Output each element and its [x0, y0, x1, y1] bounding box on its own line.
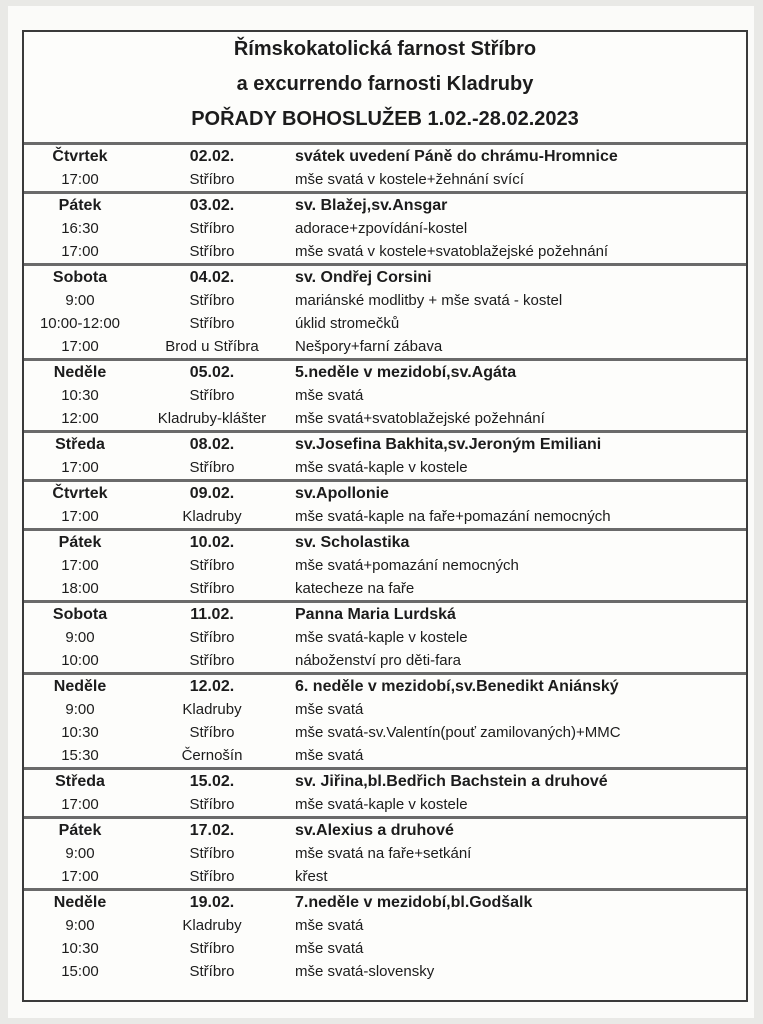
- day-date: 10.02.: [189, 534, 235, 551]
- service-place: Stříbro: [189, 459, 235, 476]
- service-time: 17:00: [61, 171, 99, 188]
- service-description: mše svatá-slovensky: [295, 963, 435, 980]
- service-description: mariánské modlitby + mše svatá - kostel: [295, 292, 563, 309]
- service-time: 16:30: [61, 220, 99, 237]
- service-description: mše svatá v kostele+žehnání svící: [295, 171, 524, 188]
- day-block: [24, 142, 746, 191]
- service-description: mše svatá-kaple v kostele: [295, 459, 468, 476]
- day-feast: sv. Blažej,sv.Ansgar: [295, 197, 448, 214]
- service-time: 15:00: [61, 963, 99, 980]
- service-time: 10:30: [61, 387, 99, 404]
- service-description: mše svatá v kostele+svatoblažejské požehnání: [295, 243, 609, 260]
- day-name: Čtvrtek: [52, 148, 108, 165]
- day-date: 08.02.: [189, 436, 235, 453]
- service-place: Stříbro: [189, 845, 235, 862]
- service-place: Stříbro: [189, 580, 235, 597]
- day-date: 19.02.: [189, 894, 235, 911]
- day-feast: 6. neděle v mezidobí,sv.Benedikt Aniánský: [295, 678, 619, 695]
- service-description: mše svatá-sv.Valentín(pouť zamilovaných)+MMC: [295, 724, 621, 741]
- service-row: [24, 744, 746, 767]
- day-heading-row: [24, 194, 746, 217]
- day-feast: sv.Alexius a druhové: [295, 822, 454, 839]
- service-time: 9:00: [65, 629, 95, 646]
- day-heading-row: [24, 675, 746, 698]
- service-time: 10:30: [61, 724, 99, 741]
- day-name: Sobota: [52, 269, 108, 286]
- service-description: úklid stromečků: [295, 315, 400, 332]
- day-name: Neděle: [53, 364, 107, 381]
- day-heading-row: [24, 145, 746, 168]
- day-block: [24, 816, 746, 888]
- service-description: mše svatá: [295, 747, 364, 764]
- day-heading-row: [24, 531, 746, 554]
- day-block: [24, 528, 746, 600]
- service-time: 9:00: [65, 917, 95, 934]
- day-block: [24, 672, 746, 767]
- service-time: 17:00: [61, 796, 99, 813]
- day-feast: sv. Ondřej Corsini: [295, 269, 432, 286]
- day-name: Pátek: [58, 534, 102, 551]
- day-feast: 7.neděle v mezidobí,bl.Godšalk: [295, 894, 533, 911]
- day-heading-row: [24, 433, 746, 456]
- day-block: [24, 479, 746, 528]
- day-feast: 5.neděle v mezidobí,sv.Agáta: [295, 364, 517, 381]
- day-name: Neděle: [53, 678, 107, 695]
- day-heading-row: [24, 770, 746, 793]
- service-place: Kladruby-klášter: [157, 410, 267, 427]
- service-row: [24, 865, 746, 888]
- day-date: 11.02.: [190, 606, 234, 623]
- service-row: [24, 384, 746, 407]
- service-place: Černošín: [181, 747, 243, 764]
- day-name: Středa: [55, 436, 105, 453]
- day-date: 17.02.: [189, 822, 235, 839]
- service-row: [24, 914, 746, 937]
- service-place: Stříbro: [189, 387, 235, 404]
- service-row: [24, 937, 746, 960]
- service-description: mše svatá+svatoblažejské požehnání: [295, 410, 545, 427]
- service-place: Stříbro: [189, 629, 235, 646]
- service-row: [24, 240, 746, 263]
- service-time: 17:00: [61, 868, 99, 885]
- day-heading-row: [24, 603, 746, 626]
- service-place: Stříbro: [189, 557, 235, 574]
- day-date: 12.02.: [189, 678, 235, 695]
- service-place: Stříbro: [189, 243, 235, 260]
- service-description: mše svatá: [295, 701, 364, 718]
- day-feast: sv. Scholastika: [295, 534, 410, 551]
- service-time: 10:00: [61, 652, 99, 669]
- service-place: Stříbro: [189, 868, 235, 885]
- day-name: Sobota: [52, 606, 108, 623]
- day-name: Neděle: [53, 894, 107, 911]
- service-description: mše svatá: [295, 917, 364, 934]
- day-block: [24, 430, 746, 479]
- day-date: 15.02.: [189, 773, 235, 790]
- day-heading-row: [24, 266, 746, 289]
- service-place: Kladruby: [182, 701, 242, 718]
- service-description: mše svatá: [295, 940, 364, 957]
- service-description: mše svatá-kaple v kostele: [295, 796, 468, 813]
- day-name: Čtvrtek: [52, 485, 108, 502]
- service-row: [24, 577, 746, 600]
- service-place: Kladruby: [182, 508, 242, 525]
- service-row: [24, 407, 746, 430]
- service-time: 18:00: [61, 580, 99, 597]
- day-date: 09.02.: [189, 485, 235, 502]
- service-description: mše svatá-kaple v kostele: [295, 629, 468, 646]
- day-feast: sv. Jiřina,bl.Bedřich Bachstein a druhové: [295, 773, 608, 790]
- service-time: 17:00: [61, 338, 99, 355]
- service-row: [24, 793, 746, 816]
- service-row: [24, 505, 746, 528]
- service-description: mše svatá+pomazání nemocných: [295, 557, 519, 574]
- service-row: [24, 698, 746, 721]
- service-row: [24, 335, 746, 358]
- service-row: [24, 626, 746, 649]
- service-time: 9:00: [65, 292, 95, 309]
- service-time: 10:00-12:00: [39, 315, 121, 332]
- service-place: Kladruby: [182, 917, 242, 934]
- service-place: Brod u Stříbra: [165, 338, 259, 355]
- service-place: Stříbro: [189, 292, 235, 309]
- day-date: 05.02.: [189, 364, 235, 381]
- day-heading-row: [24, 891, 746, 914]
- service-row: [24, 554, 746, 577]
- service-time: 12:00: [61, 410, 99, 427]
- service-description: Nešpory+farní zábava: [295, 338, 443, 355]
- service-place: Stříbro: [189, 724, 235, 741]
- parish-subtitle: a excurrendo farnosti Kladruby: [236, 73, 534, 95]
- day-feast: svátek uvedení Páně do chrámu-Hromnice: [295, 148, 618, 165]
- day-name: Pátek: [58, 197, 102, 214]
- service-place: Stříbro: [189, 220, 235, 237]
- service-time: 9:00: [65, 845, 95, 862]
- service-time: 15:30: [61, 747, 99, 764]
- service-description: adorace+zpovídání-kostel: [295, 220, 468, 237]
- service-row: [24, 456, 746, 479]
- service-description: mše svatá na faře+setkání: [295, 845, 472, 862]
- day-block: [24, 600, 746, 672]
- service-time: 9:00: [65, 701, 95, 718]
- day-date: 02.02.: [189, 148, 235, 165]
- service-row: [24, 842, 746, 865]
- day-date: 04.02.: [189, 269, 235, 286]
- service-place: Stříbro: [189, 652, 235, 669]
- service-time: 17:00: [61, 508, 99, 525]
- service-description: katecheze na faře: [295, 580, 415, 597]
- day-feast: sv.Apollonie: [295, 485, 389, 502]
- service-place: Stříbro: [189, 796, 235, 813]
- day-block: [24, 358, 746, 430]
- day-date: 03.02.: [189, 197, 235, 214]
- service-time: 17:00: [61, 243, 99, 260]
- service-row: [24, 312, 746, 335]
- day-heading-row: [24, 361, 746, 384]
- service-description: mše svatá-kaple na faře+pomazání nemocných: [295, 508, 611, 525]
- service-time: 17:00: [61, 459, 99, 476]
- day-name: Středa: [55, 773, 105, 790]
- day-block: [24, 767, 746, 816]
- day-block: [24, 263, 746, 358]
- day-block: [24, 888, 746, 983]
- day-feast: Panna Maria Lurdská: [295, 606, 456, 623]
- service-row: [24, 168, 746, 191]
- schedule-days: [24, 142, 746, 983]
- schedule-title: POŘADY BOHOSLUŽEB 1.02.-28.02.2023: [191, 108, 579, 130]
- day-heading-row: [24, 482, 746, 505]
- service-row: [24, 289, 746, 312]
- service-row: [24, 721, 746, 744]
- service-place: Stříbro: [189, 940, 235, 957]
- service-place: Stříbro: [189, 963, 235, 980]
- day-name: Pátek: [58, 822, 102, 839]
- service-row: [24, 217, 746, 240]
- service-row: [24, 960, 746, 983]
- service-time: 17:00: [61, 557, 99, 574]
- day-feast: sv.Josefina Bakhita,sv.Jeroným Emiliani: [295, 436, 602, 453]
- schedule-header: [24, 32, 746, 142]
- service-place: Stříbro: [189, 315, 235, 332]
- schedule-frame: [22, 30, 748, 1002]
- parish-title: Římskokatolická farnost Stříbro: [233, 38, 537, 60]
- service-row: [24, 649, 746, 672]
- service-place: Stříbro: [189, 171, 235, 188]
- service-time: 10:30: [61, 940, 99, 957]
- service-description: náboženství pro děti-fara: [295, 652, 461, 669]
- day-block: [24, 191, 746, 263]
- service-description: křest: [295, 868, 328, 885]
- day-heading-row: [24, 819, 746, 842]
- service-description: mše svatá: [295, 387, 364, 404]
